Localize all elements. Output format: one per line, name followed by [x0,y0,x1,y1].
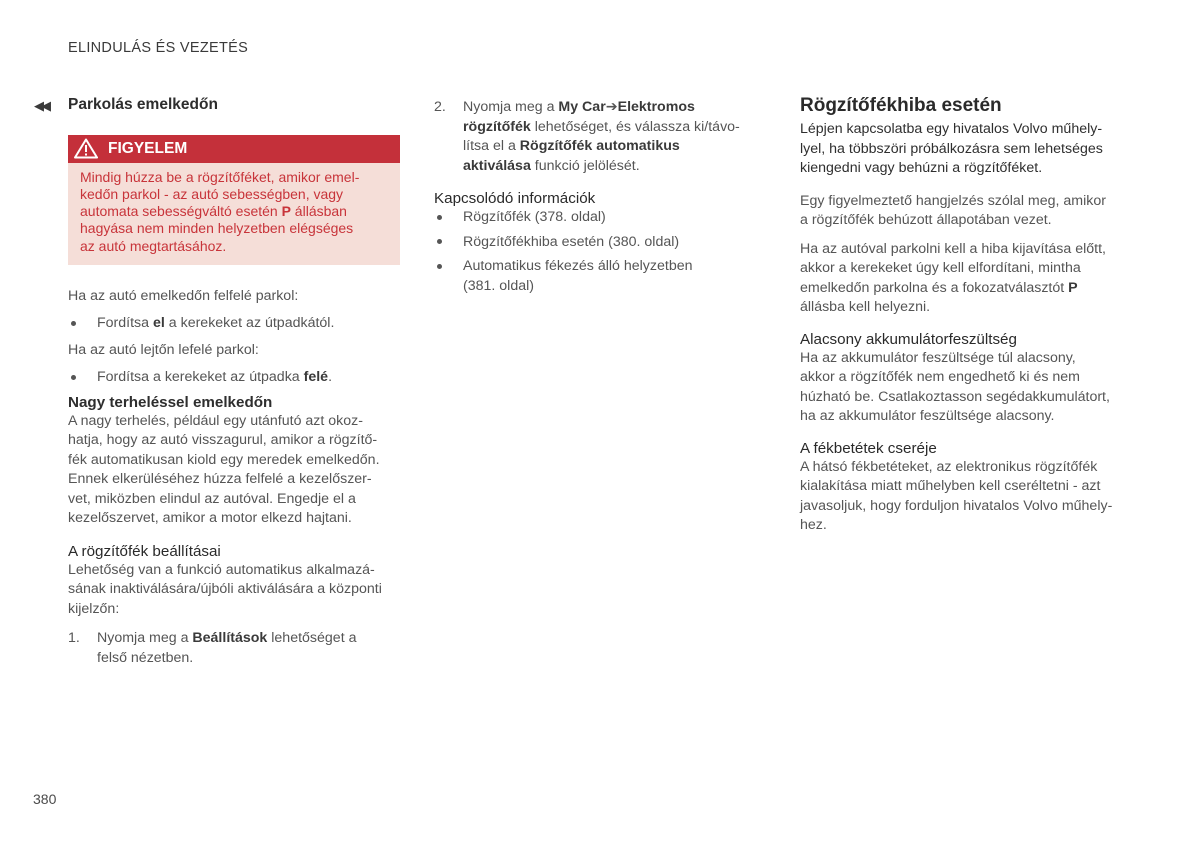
heavy-load-title: Nagy terheléssel emelkedőn [68,393,273,411]
step-text [463,98,740,176]
text: funkció jelölését. [530,157,640,174]
text-line: javasoljuk, hogy forduljon hivatalos Volvo műhely- [800,497,1113,514]
text-line: hez. [800,517,827,533]
text-line: Lépjen kapcsolatba egy hivatalos Volvo műhely- [800,121,1103,137]
paragraph [800,192,1130,231]
brake-pads-title: A fékbetétek cseréje [800,439,937,457]
bullet-icon [434,208,463,228]
text-line: akkor a kerekeket úgy kell elfordítani, mintha [800,260,1081,276]
warning-line: az autó megtartásához. [80,237,227,254]
page-header: ELINDULÁS ÉS VEZETÉS [68,40,249,56]
text-line: kijelzőn: [68,600,120,617]
list-item [68,314,403,334]
list-item-text [97,314,334,334]
related-list [434,208,764,296]
text: emelkedőn parkolna és a fokozatválasztót [800,279,1069,296]
text-line: Ha az akkumulátor feszültsége túl alacsony, [800,349,1076,366]
gear-position-p: P [281,203,291,220]
text-bold: el [152,315,165,332]
warning-label: FIGYELEM [108,139,188,157]
related-link-text[interactable]: Rögzítőfékhiba esetén (380. oldal) [463,233,680,250]
related-link[interactable] [434,257,764,296]
text-line: kezelőszervet, amikor a motor elkezd hajtani. [68,510,352,527]
text: lehetőséget a [267,630,357,647]
section-title: Rögzítőfékhiba esetén [800,95,1002,116]
text: a kerekeket az útpadkától. [164,315,335,332]
step-number: 2. [434,99,446,115]
text-line: kiengedni vagy behúzni a rögzítőféket. [800,160,1043,176]
settings-title: A rögzítőfék beállításai [68,542,221,560]
section-title: Parkolás emelkedőn [68,96,218,113]
text: lítsa el a [463,138,520,154]
related-link-text[interactable]: Rögzítőfék (378. oldal) [463,209,606,225]
settings-text [68,561,403,620]
step-item [434,98,764,176]
related-link[interactable] [434,233,764,253]
back-chevron-icon[interactable]: ◀◀ [34,98,48,113]
text-line: lyel, ha többszöri próbálkozásra sem lehetséges [800,140,1103,157]
warning-header [68,135,400,163]
column-right [800,94,1130,536]
low-battery-title: Alacsony akkumulátorfeszültség [800,330,1017,348]
text-line: Ha az autóval parkolni kell a hiba kijavítása előtt, [800,240,1106,257]
text: felső nézetben. [97,649,194,666]
text-line [800,279,1130,299]
arrow-right-icon: ➔ [605,99,618,115]
text-line: Lehetőség van a funkció automatikus alkalmazá- [68,561,375,578]
menu-item-settings: Beállítások [192,630,268,647]
step-text [97,629,356,668]
menu-item-electric: Elektromos [617,99,695,115]
text: automata sebességváltó esetén [80,203,282,220]
text-line: Egy figyelmeztető hangjelzés szólal meg, amikor [800,192,1106,209]
bullet-icon [68,314,97,334]
menu-item-my-car: My Car [558,99,606,115]
warning-triangle-icon [74,138,98,159]
column-left [68,95,403,668]
option-activation: aktiválása [463,157,531,174]
text-line: fék automatikusan kiold egy meredek emelkedőn. [68,451,380,468]
text-line: Ennek elkerüléséhez húzza felfelé a kezelőszer- [68,471,372,488]
column-middle [434,98,764,296]
text: Automatikus fékezés álló helyzetben [463,258,693,274]
heavy-load-text [68,412,403,529]
text-line: a rögzítőfék behúzott állapotában vezet. [800,212,1052,228]
text: állásban [290,203,347,220]
option-auto-brake: Rögzítőfék automatikus [519,138,680,154]
text-line: sának inaktiválására/újbóli aktiválására a központi [68,581,382,598]
text-line: A hátsó fékbetéteket, az elektronikus rögzítőfék [800,458,1098,475]
brake-pads-text [800,458,1130,536]
warning-line: hagyása nem minden helyzetben elégséges [80,220,354,237]
bullet-icon [434,257,463,296]
related-link[interactable] [434,208,764,228]
text-line: akkor a rögzítőfék nem engedhető ki és nem [800,369,1080,385]
text-line: hatja, hogy az autó visszagurul, amikor a rögzítő- [68,432,378,449]
menu-item-brake: rögzítőfék [463,118,531,135]
intro-text [800,120,1130,179]
text: Fordítsa [97,315,153,332]
uphill-text: Ha az autó emelkedőn felfelé parkol: [68,287,299,304]
warning-line: kedőn parkol - az autó sebességben, vagy [80,185,344,202]
text-line: ha az akkumulátor feszültsége alacsony. [800,408,1055,424]
bullet-icon [434,233,463,253]
downhill-text: Ha az autó lejtőn lefelé parkol: [68,341,259,358]
step-number: 1. [68,630,80,647]
warning-line: Mindig húzza be a rögzítőféket, amikor emel- [80,168,360,185]
text: Nyomja meg a [463,99,559,115]
text-line: vet, miközben elindul az autóval. Engedje el a [68,490,356,507]
list-item [68,368,403,388]
warning-text [68,163,400,265]
text: lehetőséget, és válassza ki/távo- [530,118,740,135]
text-line: kialakítása miatt műhelyben kell cseréltetni - azt [800,478,1101,494]
warning-line [80,203,388,220]
text: . [328,369,333,386]
text-line: húzható be. Csatlakoztasson segédakkumulátort, [800,388,1110,405]
text-bold: felé [303,369,329,386]
text-line: A nagy terhelés, például egy utánfutó azt okoz- [68,412,363,429]
paragraph [800,240,1130,318]
related-link-text[interactable] [463,257,693,296]
gear-position-p: P [1068,279,1078,296]
step-item [68,629,403,668]
warning-box [68,135,400,265]
text: Fordítsa a kerekeket az útpadka [97,369,304,386]
bullet-icon [68,368,97,388]
text-line: állásba kell helyezni. [800,299,931,315]
text: Nyomja meg a [97,630,193,647]
low-battery-text [800,349,1130,427]
page-number: 380 [33,791,57,807]
text: (381. oldal) [463,277,534,294]
list-item-text [97,368,332,388]
related-info-title: Kapcsolódó információk [434,190,596,207]
